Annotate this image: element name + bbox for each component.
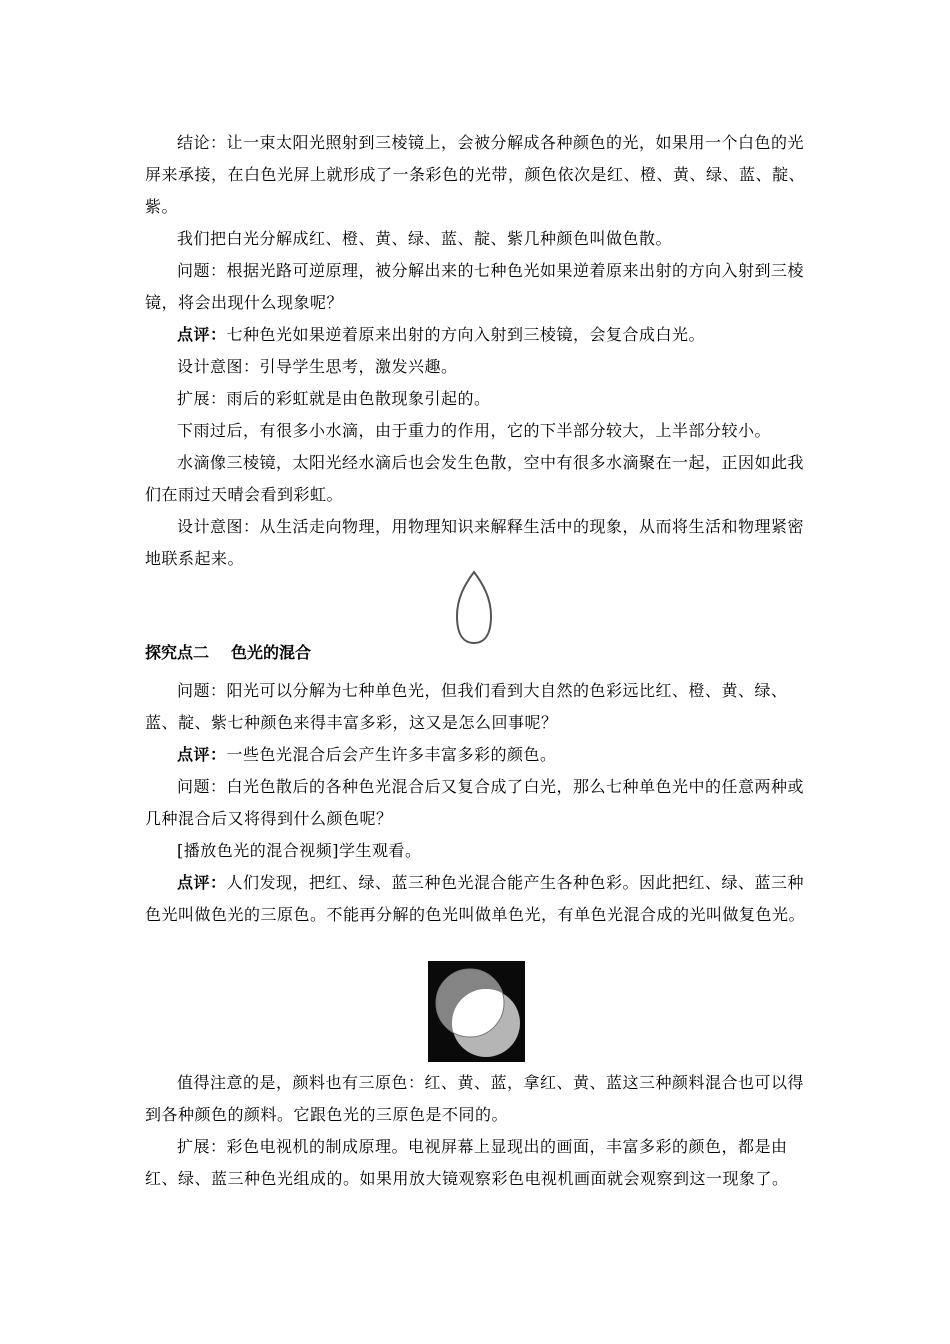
section-title: 色光的混合 [231, 643, 312, 662]
question-reversibility: 问题：根据光路可逆原理，被分解出来的七种色光如果逆着原来出射的方向入射到三棱镜，将会出现什么现象呢？ [145, 261, 805, 312]
dispersion-definition: 我们把白光分解成红、橙、黄、绿、蓝、靛、紫几种颜色叫做色散。 [177, 229, 673, 248]
section-number: 探究点二 [145, 643, 210, 662]
conclusion-paragraph: 结论：让一束太阳光照射到三棱镜上，会被分解成各种颜色的光，如果用一个白色的光屏来承接，在白色光屏上就形成了一条彩色的光带，颜色依次是红、橙、黄、绿、蓝、靛、紫。 [145, 133, 806, 216]
comment-mixing [145, 739, 810, 771]
comment-text: 人们发现，把红、绿、蓝三种色光混合能产生各种色彩。因此把红、绿、蓝三种色光叫做色光的三原色。不能再分解的色光叫做单色光，有单色光混合成的光叫做复色光。 [145, 873, 806, 924]
video-note: [播放色光的混合视频]学生观看。 [177, 841, 422, 860]
section-heading [145, 637, 311, 669]
comment-primary-colors [145, 867, 810, 931]
pigment-note: 值得注意的是，颜料也有三原色：红、黄、蓝，拿红、黄、蓝这三种颜料混合也可以得到各种颜色的颜料。它跟色光的三原色是不同的。 [145, 1073, 805, 1124]
water-drop-figure [453, 570, 495, 646]
extension-rainbow: 扩展：雨后的彩虹就是由色散现象引起的。 [177, 389, 491, 408]
color-mixing-circles-figure [428, 961, 525, 1062]
comment-label: 点评： [177, 873, 227, 892]
comment-label: 点评： [177, 325, 227, 344]
extension-tv: 扩展：彩色电视机的制成原理。电视屏幕上显现出的画面，丰富多彩的颜色，都是由红、绿、蓝三种色光组成的。如果用放大镜观察彩色电视机画面就会观察到这一现象了。 [145, 1137, 789, 1188]
comment-white-light [145, 319, 810, 351]
design-intent-2: 设计意图：从生活走向物理，用物理知识来解释生活中的现象，从而将生活和物理紧密地联系起来。 [145, 517, 805, 568]
comment-text: 七种色光如果逆着原来出射的方向入射到三棱镜，会复合成白光。 [226, 325, 706, 344]
design-intent-1: 设计意图：引导学生思考，激发兴趣。 [177, 357, 458, 376]
comment-text: 一些色光混合后会产生许多丰富多彩的颜色。 [226, 745, 557, 764]
question-sunlight: 问题：阳光可以分解为七种单色光，但我们看到大自然的色彩远比红、橙、黄、绿、蓝、靛、紫七种颜色来得丰富多彩，这又是怎么回事呢？ [145, 681, 788, 732]
raindrop-prism-paragraph: 水滴像三棱镜，太阳光经水滴后也会发生色散，空中有很多水滴聚在一起，正因如此我们在雨过天晴会看到彩虹。 [145, 453, 805, 504]
raindrop-paragraph: 下雨过后，有很多小水滴，由于重力的作用，它的下半部分较大，上半部分较小。 [177, 421, 772, 440]
question-mixing: 问题：白光色散后的各种色光混合后又复合成了白光，那么七种单色光中的任意两种或几种混合后又将得到什么颜色呢？ [145, 777, 805, 828]
comment-label: 点评： [177, 745, 227, 764]
